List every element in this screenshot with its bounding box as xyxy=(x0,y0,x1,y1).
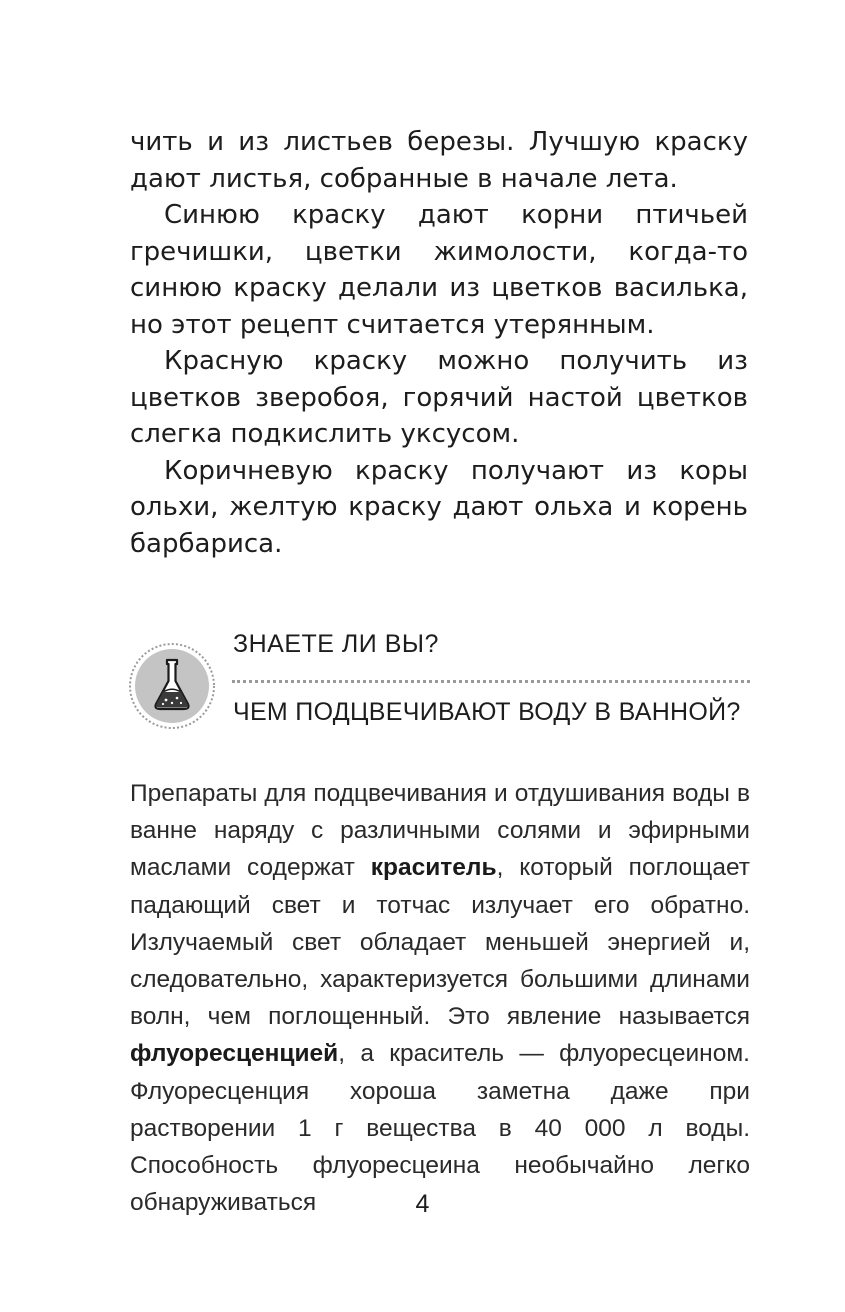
body-text-2: , который поглощает падающий свет и тотчас излучает его обратно. Излучаемый свет обладает меньшей энергией и, следовательно, характеризуется большими длинами волн, чем поглощенный. Это явление называется xyxy=(130,854,750,1031)
did-you-know-box xyxy=(128,630,753,740)
main-text xyxy=(130,124,748,562)
body-text-1: Препараты для подцвечивания и отдушивания воды в ванне наряду с различными солями и эфирными маслами содержат xyxy=(130,780,750,882)
page-number: 4 xyxy=(415,1190,430,1218)
callout-label: ЗНАЕТЕ ЛИ ВЫ? xyxy=(233,630,439,658)
callout-heading: ЧЕМ ПОДЦВЕЧИВАЮТ ВОДУ В ВАННОЙ? xyxy=(233,698,741,726)
term-dye: краситель xyxy=(370,854,497,882)
paragraph-2: Синюю краску дают корни птичьей гречишки, цветки жимолости, когда-то синюю краску делали из цветков василька, но этот рецепт считается утерянным. xyxy=(130,200,748,340)
paragraph-3: Красную краску можно получить из цветков зверобоя, горячий настой цветков слегка подкислить уксусом. xyxy=(130,346,748,449)
dotted-divider xyxy=(232,680,750,683)
paragraph-1: чить и из листьев березы. Лучшую краску дают листья, собранные в начале лета. xyxy=(130,127,748,194)
term-fluorescence: флуоресценцией xyxy=(130,1040,339,1068)
paragraph-4: Коричневую краску получают из коры ольхи, желтую краску дают ольха и корень барбариса. xyxy=(130,455,748,559)
flask-icon xyxy=(128,642,216,730)
callout-body xyxy=(130,775,750,1221)
body-text-3: , а краситель — флуоресцеином. Флуоресценция хороша заметна даже при растворении 1 г вещества в 40 000 л воды. Способность флуоресцеина необычайно легко обнаруживаться xyxy=(130,1040,750,1217)
